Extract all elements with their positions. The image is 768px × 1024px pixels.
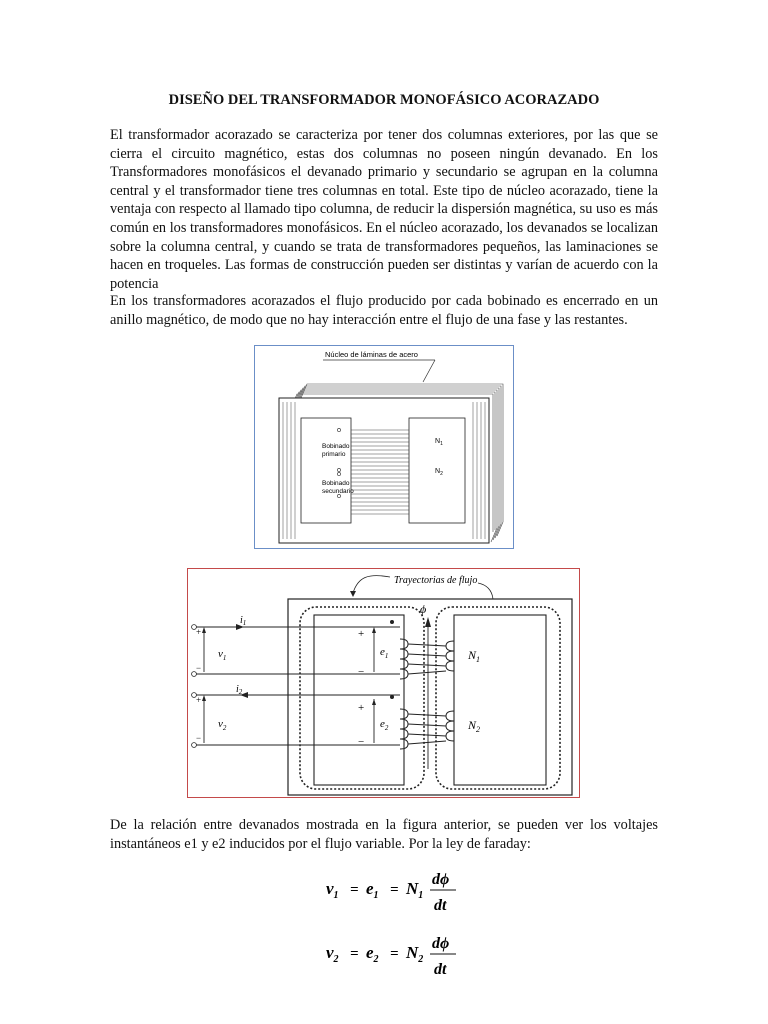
paragraph-intro: El transformador acorazado se caracteriza por tener dos columnas exteriores, por las que se cierra el circuito magnético, estas dos columnas no poseen ningún devanado. En los Transformadores monofásicos el devanado primario y secundario se agrupan en la columna central y el transformador tiene tres columnas en total. Este tipo de núcleo acorazado, tiene la ventaja con respecto al llamado tipo columna, de reducir la dispersión magnética, su uso es más común en los transformadores monofásicos. En el núcleo acorazado, los devanados se localizan sobre la columna central, y cuando se trata de transformadores pequeños, las laminaciones se hacen en troqueles. Las formas de construcción pueden ser distintas y varían de acuerdo con la potencia xyxy=(110,127,658,292)
svg-text:=: = xyxy=(350,946,359,962)
primary-label-line2: primario xyxy=(322,451,346,458)
i2-label: $i_2$ xyxy=(236,684,243,696)
paragraph-faraday: De la relación entre devanados mostrada en la figura anterior, se pueden ver los voltajes instantáneos e1 y e2 inducidos por el flujo variable. Por la ley de faraday: xyxy=(110,817,658,852)
e2-plus: + xyxy=(358,702,365,714)
equation-v2 xyxy=(326,930,476,987)
fig1-n1-label: $N_1$ xyxy=(435,438,443,447)
svg-text:=: = xyxy=(390,882,399,898)
svg-text:dϕ: dϕ xyxy=(432,935,450,952)
v1-label: $v_1$ xyxy=(218,648,227,662)
svg-text:dt: dt xyxy=(434,961,447,978)
svg-text:=: = xyxy=(350,882,359,898)
v1-minus: − xyxy=(196,663,202,673)
v2-label: $v_2$ xyxy=(218,718,227,732)
v2-minus: − xyxy=(196,733,202,743)
core-label: Núcleo de láminas de acero xyxy=(325,350,418,359)
v1-plus: + xyxy=(196,627,202,637)
e1-plus: + xyxy=(358,628,365,640)
svg-text:e1: $e_1$ xyxy=(366,879,379,901)
secondary-label-line2: secundario xyxy=(322,488,354,495)
svg-text:dϕ: dϕ xyxy=(432,871,450,888)
primary-label-line1: Bobinado xyxy=(322,443,350,450)
equation-v1 xyxy=(326,866,476,923)
e2-minus: − xyxy=(358,736,365,748)
svg-text:=: = xyxy=(390,946,399,962)
e1-minus: − xyxy=(358,666,365,678)
svg-text:e2: $e_2$ xyxy=(366,943,379,965)
phi-label: ϕ xyxy=(420,602,427,616)
svg-text:dt: dt xyxy=(434,897,447,914)
e2-label: $e_2$ xyxy=(380,718,389,732)
e1-label: $e_1$ xyxy=(380,646,389,660)
svg-text:v1: $v_1$ xyxy=(326,879,339,901)
svg-text:v2: $v_2$ xyxy=(326,943,339,965)
svg-text:N2: $N_2$ xyxy=(406,943,424,965)
fig2-n2-label: $N_2$ xyxy=(468,718,481,734)
i1-label: $i_1$ xyxy=(240,615,247,627)
v2-plus: + xyxy=(196,695,202,705)
figure-flux-diagram xyxy=(187,568,580,798)
secondary-label-line1: Bobinado xyxy=(322,480,350,487)
fig1-n2-label: $N_2$ xyxy=(435,468,443,477)
figure-core-drawing xyxy=(254,345,514,549)
svg-text:N1: $N_1$ xyxy=(406,879,424,901)
fig2-n1-label: $N_1$ xyxy=(468,648,481,664)
document-title: DISEÑO DEL TRANSFORMADOR MONOFÁSICO ACORAZADO xyxy=(168,92,600,108)
flux-path-label: Trayectorias de flujo xyxy=(394,575,478,586)
paragraph-flux: En los transformadores acorazados el flujo producido por cada bobinado es encerrado en un anillo magnético, de modo que no hay interacción entre el flujo de una fase y las restantes. xyxy=(110,293,658,328)
